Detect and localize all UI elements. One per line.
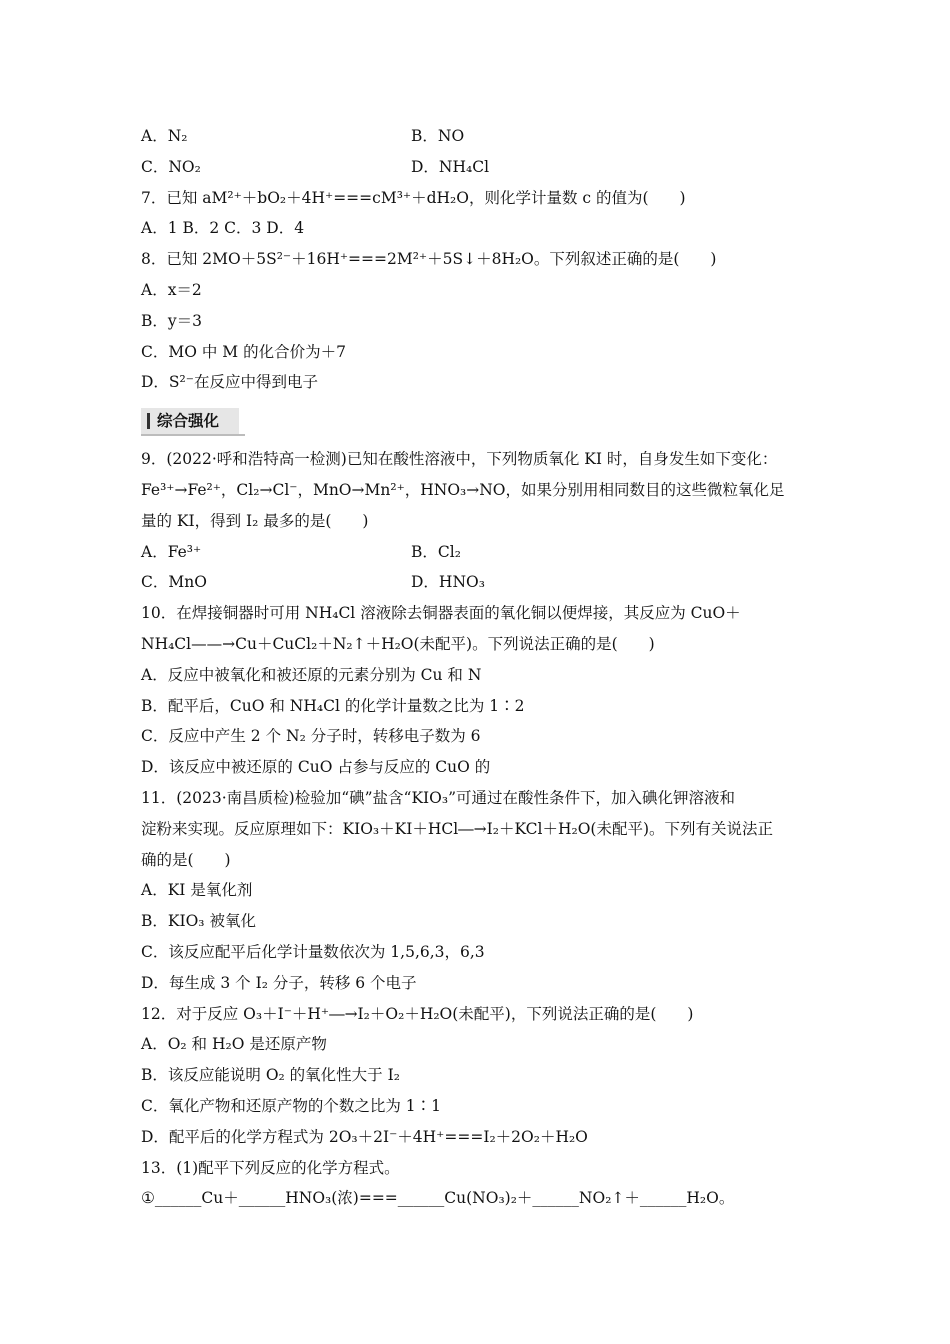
q11-line1: 11．(2023·南昌质检)检验加“碘”盐含“KIO₃”可通过在酸性条件下，加入碘化钾溶液和 — [141, 788, 736, 807]
q9-options-row1 — [141, 537, 816, 568]
q10-option-c: C．反应中产生 2 个 N₂ 分子时，转移电子数为 6 — [141, 727, 481, 746]
q12-option-d: D．配平后的化学方程式为 2O₃＋2I⁻＋4H⁺===I₂＋2O₂＋H₂O — [141, 1127, 588, 1146]
q9-option-b: B．Cl₂ — [411, 542, 461, 561]
q6-option-c: C．NO₂ — [141, 157, 201, 176]
q6-option-a: A．N₂ — [141, 127, 188, 145]
q11-option-b: B．KIO₃ 被氧化 — [141, 912, 256, 931]
q8-option-c: C．MO 中 M 的化合价为＋7 — [141, 342, 346, 361]
q6-option-b: B．NO — [411, 127, 465, 145]
q12-option-c: C．氧化产物和还原产物的个数之比为 1∶1 — [141, 1096, 442, 1115]
q10-option-d: D．该反应中被还原的 CuO 占参与反应的 CuO 的 — [141, 758, 491, 777]
q11-line3: 确的是( ) — [141, 850, 231, 869]
q8-option-a: A．x＝2 — [141, 280, 202, 299]
q11-option-d: D．每生成 3 个 I₂ 分子，转移 6 个电子 — [141, 973, 417, 992]
q11-option-a: A．KI 是氧化剂 — [141, 881, 253, 900]
q9-line2: Fe³⁺→Fe²⁺，Cl₂→Cl⁻，MnO→Mn²⁺，HNO₃→NO，如果分别用相同数目的这些微粒氧化足 — [141, 480, 785, 499]
q8-option-b: B．y＝3 — [141, 311, 203, 330]
q9-line1: 9．(2022·呼和浩特高一检测)已知在酸性溶液中，下列物质氧化 KI 时，自身发生如下变化： — [141, 450, 778, 469]
q10-line1: 10．在焊接铜器时可用 NH₄Cl 溶液除去铜器表面的氧化铜以便焊接，其反应为 CuO＋ — [141, 604, 741, 623]
worksheet-page — [141, 121, 816, 1214]
q9-option-a: A．Fe³⁺ — [141, 542, 202, 561]
q6-options-row2 — [141, 152, 816, 183]
q10-line2: NH₄Cl——→Cu＋CuCl₂＋N₂↑＋H₂O(未配平)。下列说法正确的是( ) — [141, 634, 655, 653]
q8-stem: 8．已知 2MO＋5S²⁻＋16H⁺===2M²⁺＋5S↓＋8H₂O。下列叙述正确的是( ) — [141, 250, 717, 269]
q8-option-d: D．S²⁻在反应中得到电子 — [141, 373, 318, 392]
q12-stem: 12．对于反应 O₃＋I⁻＋H⁺―→I₂＋O₂＋H₂O(未配平)，下列说法正确的是( ) — [141, 1004, 694, 1023]
q9-options-row2 — [141, 567, 816, 598]
q9-option-d: D．HNO₃ — [411, 573, 485, 592]
q13-stem: 13．(1)配平下列反应的化学方程式。 — [141, 1158, 400, 1177]
q9-line3: 量的 KI，得到 I₂ 最多的是( ) — [141, 511, 369, 530]
q13-equation-1: ①______Cu＋______HNO₃(浓)===______Cu(NO₃)₂＋______NO₂↑＋______H₂O。 — [141, 1189, 735, 1208]
q6-options-row1 — [141, 121, 816, 152]
q12-option-a: A．O₂ 和 H₂O 是还原产物 — [141, 1035, 327, 1054]
q10-option-b: B．配平后，CuO 和 NH₄Cl 的化学计量数之比为 1∶2 — [141, 696, 525, 715]
q6-option-d: D．NH₄Cl — [411, 157, 490, 176]
q11-line2: 淀粉来实现。反应原理如下：KIO₃＋KI＋HCl―→I₂＋KCl＋H₂O(未配平)。下列有关说法正 — [141, 819, 773, 838]
q7-stem: 7．已知 aM²⁺＋bO₂＋4H⁺===cM³⁺＋dH₂O，则化学计量数 c 的值为( ) — [141, 188, 686, 207]
q11-option-c: C．该反应配平后化学计量数依次为 1,5,6,3，6,3 — [141, 942, 485, 961]
q9-option-c: C．MnO — [141, 573, 207, 592]
q7-options: A．1 B．2 C．3 D．4 — [141, 219, 305, 238]
q10-option-a: A．反应中被氧化和被还原的元素分别为 Cu 和 N — [141, 665, 482, 684]
section-title: 综合强化 — [141, 408, 239, 434]
q12-option-b: B．该反应能说明 O₂ 的氧化性大于 I₂ — [141, 1066, 400, 1085]
